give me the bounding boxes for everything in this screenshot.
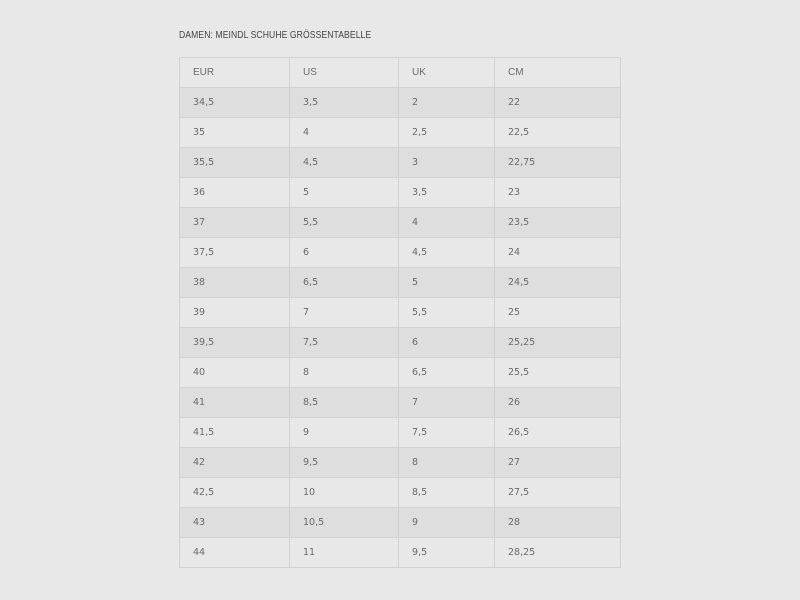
table-row — [180, 388, 621, 418]
cell-cm: 28,25 — [495, 538, 621, 568]
cell-eur: 39 — [180, 298, 290, 328]
table-title: DAMEN: MEINDL SCHUHE GRÖSSENTABELLE — [179, 30, 372, 41]
cell-us: 11 — [290, 538, 399, 568]
cell-uk: 6,5 — [399, 358, 495, 388]
cell-uk: 2,5 — [399, 118, 495, 148]
cell-us: 8,5 — [290, 388, 399, 418]
cell-cm: 25,5 — [495, 358, 621, 388]
cell-us: 6,5 — [290, 268, 399, 298]
cell-cm: 25,25 — [495, 328, 621, 358]
cell-us: 7 — [290, 298, 399, 328]
cell-uk: 5,5 — [399, 298, 495, 328]
cell-uk: 8,5 — [399, 478, 495, 508]
cell-uk: 9 — [399, 508, 495, 538]
header-us: US — [290, 58, 399, 88]
cell-cm: 25 — [495, 298, 621, 328]
header-eur: EUR — [180, 58, 290, 88]
table-row — [180, 538, 621, 568]
cell-eur: 35,5 — [180, 148, 290, 178]
cell-cm: 23 — [495, 178, 621, 208]
cell-uk: 9,5 — [399, 538, 495, 568]
table-row — [180, 418, 621, 448]
cell-eur: 38 — [180, 268, 290, 298]
cell-cm: 27 — [495, 448, 621, 478]
cell-eur: 36 — [180, 178, 290, 208]
size-table — [179, 57, 621, 568]
table-row — [180, 358, 621, 388]
cell-uk: 3 — [399, 148, 495, 178]
cell-cm: 22,75 — [495, 148, 621, 178]
cell-cm: 24 — [495, 238, 621, 268]
cell-uk: 6 — [399, 328, 495, 358]
cell-us: 9,5 — [290, 448, 399, 478]
cell-eur: 42,5 — [180, 478, 290, 508]
cell-cm: 26 — [495, 388, 621, 418]
cell-us: 10,5 — [290, 508, 399, 538]
cell-eur: 34,5 — [180, 88, 290, 118]
table-row — [180, 208, 621, 238]
table-header-row — [180, 58, 621, 88]
cell-eur: 35 — [180, 118, 290, 148]
cell-cm: 22,5 — [495, 118, 621, 148]
cell-cm: 28 — [495, 508, 621, 538]
cell-us: 3,5 — [290, 88, 399, 118]
table-row — [180, 448, 621, 478]
cell-us: 5,5 — [290, 208, 399, 238]
cell-eur: 37,5 — [180, 238, 290, 268]
table-row — [180, 508, 621, 538]
cell-uk: 7,5 — [399, 418, 495, 448]
table-row — [180, 88, 621, 118]
cell-uk: 3,5 — [399, 178, 495, 208]
table-row — [180, 328, 621, 358]
cell-eur: 41,5 — [180, 418, 290, 448]
cell-eur: 44 — [180, 538, 290, 568]
cell-us: 8 — [290, 358, 399, 388]
cell-cm: 27,5 — [495, 478, 621, 508]
cell-eur: 37 — [180, 208, 290, 238]
cell-us: 7,5 — [290, 328, 399, 358]
table-body — [180, 88, 621, 568]
cell-us: 4 — [290, 118, 399, 148]
table-row — [180, 238, 621, 268]
cell-cm: 24,5 — [495, 268, 621, 298]
cell-uk: 5 — [399, 268, 495, 298]
cell-uk: 8 — [399, 448, 495, 478]
header-cm: CM — [495, 58, 621, 88]
cell-cm: 22 — [495, 88, 621, 118]
table-row — [180, 478, 621, 508]
table-row — [180, 178, 621, 208]
cell-cm: 23,5 — [495, 208, 621, 238]
table-row — [180, 148, 621, 178]
cell-eur: 41 — [180, 388, 290, 418]
cell-eur: 42 — [180, 448, 290, 478]
cell-cm: 26,5 — [495, 418, 621, 448]
table-row — [180, 118, 621, 148]
cell-us: 6 — [290, 238, 399, 268]
cell-eur: 39,5 — [180, 328, 290, 358]
table-row — [180, 298, 621, 328]
cell-uk: 4,5 — [399, 238, 495, 268]
cell-uk: 4 — [399, 208, 495, 238]
cell-us: 4,5 — [290, 148, 399, 178]
table-row — [180, 268, 621, 298]
cell-eur: 43 — [180, 508, 290, 538]
header-uk: UK — [399, 58, 495, 88]
cell-us: 10 — [290, 478, 399, 508]
cell-uk: 7 — [399, 388, 495, 418]
cell-eur: 40 — [180, 358, 290, 388]
cell-uk: 2 — [399, 88, 495, 118]
cell-us: 5 — [290, 178, 399, 208]
cell-us: 9 — [290, 418, 399, 448]
